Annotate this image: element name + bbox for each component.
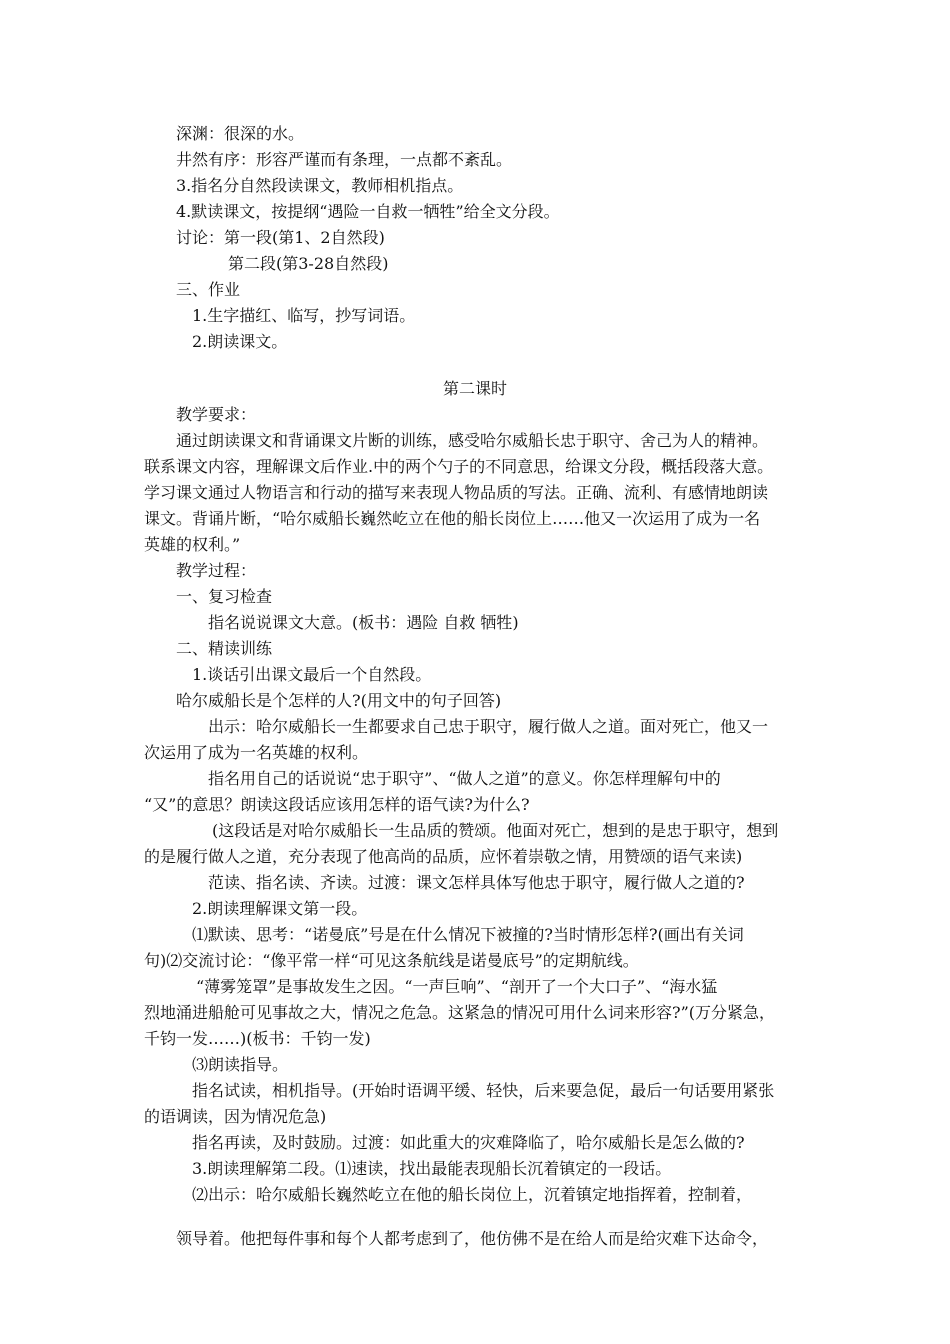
text-line: 1.谈话引出课文最后一个自然段。: [192, 665, 432, 684]
text-line: 学习课文通过人物语言和行动的描写来表现人物品质的写法。正确、流利、有感情地朗读: [144, 483, 769, 502]
text-line: 课文。背诵片断，“哈尔威船长巍然屹立在他的船长岗位上……他又一次运用了成为一名: [144, 509, 761, 528]
text-line: 千钧一发……)(板书：千钧一发): [144, 1029, 371, 1048]
text-line: 联系课文内容，理解课文后作业.中的两个勺子的不同意思，给课文分段，概括段落大意。: [144, 457, 774, 476]
text-line: 指名说说课文大意。(板书：遇险 自救 牺牲): [208, 613, 519, 632]
text-line: (这段话是对哈尔威船长一生品质的赞颂。他面对死亡，想到的是忠于职守，想到: [212, 821, 779, 840]
text-line: 2.朗读理解课文第一段。: [192, 899, 368, 918]
text-line: 讨论：第一段(第1、2自然段): [176, 228, 385, 247]
text-line: ⑴默读、思考：“诺曼底”号是在什么情况下被撞的?当时情形怎样?(画出有关词: [192, 925, 744, 944]
text-line: ⑵出示：哈尔威船长巍然屹立在他的船长岗位上，沉着镇定地指挥着，控制着，: [192, 1185, 753, 1204]
text-line: 出示：哈尔威船长一生都要求自己忠于职守，履行做人之道。面对死亡，他又一: [208, 717, 769, 736]
lesson-title: 第二课时: [442, 379, 507, 398]
text-line: 3.指名分自然段读课文，教师相机指点。: [176, 176, 464, 195]
text-line: “又”的意思？朗读这段话应该用怎样的语气读?为什么?: [144, 795, 530, 814]
text-line: 第二段(第3-28自然段): [228, 254, 389, 273]
text-line: 通过朗读课文和背诵课文片断的训练，感受哈尔威船长忠于职守、舍己为人的精神。: [176, 431, 769, 450]
text-line: 的是履行做人之道，充分表现了他高尚的品质，应怀着崇敬之情，用赞颂的语气来读): [144, 847, 743, 866]
section-heading: 二、精读训练: [176, 639, 273, 658]
text-line: 烈地涌进船舱可见事故之大，情况之危急。这紧急的情况可用什么词来形容?”(万分紧急，: [144, 1003, 776, 1022]
text-line: 深渊：很深的水。: [176, 124, 305, 143]
text-line: ⑶朗读指导。: [192, 1055, 289, 1074]
text-line: 的语调读，因为情况危急): [144, 1107, 327, 1126]
text-line: 1.生字描红、临写，抄写词语。: [192, 306, 416, 325]
text-line: 4.默读课文，按提纲“遇险一自救一牺牲”给全文分段。: [176, 202, 560, 221]
text-line: 指名再读，及时鼓励。过渡：如此重大的灾难降临了，哈尔威船长是怎么做的?: [192, 1133, 745, 1152]
text-line: 句)⑵交流讨论：“像平常一样“可见这条航线是诺曼底号”的定期航线。: [144, 951, 639, 970]
text-line: 范读、指名读、齐读。过渡：课文怎样具体写他忠于职守，履行做人之道的?: [208, 873, 745, 892]
text-line: 井然有序：形容严谨而有条理，一点都不紊乱。: [176, 150, 513, 169]
section-heading: 教学要求：: [176, 405, 257, 424]
section-heading: 一、复习检查: [176, 587, 273, 606]
section-heading: 三、作业: [176, 280, 241, 299]
text-line: 英雄的权利。”: [144, 535, 241, 554]
text-line: “薄雾笼罩”是事故发生之因。“一声巨响”、“剖开了一个大口子”、“海水猛: [196, 977, 718, 996]
text-line: 领导着。他把每件事和每个人都考虑到了，他仿佛不是在给人而是给灾难下达命令，: [176, 1229, 769, 1248]
text-line: 指名试读，相机指导。(开始时语调平缓、轻快，后来要急促，最后一句话要用紧张: [192, 1081, 775, 1100]
text-line: 指名用自己的话说说“忠于职守”、“做人之道”的意义。你怎样理解句中的: [208, 769, 721, 788]
text-line: 哈尔威船长是个怎样的人?(用文中的句子回答): [176, 691, 502, 710]
text-line: 2.朗读课文。: [192, 332, 288, 351]
text-line: 次运用了成为一名英雄的权利。: [144, 743, 369, 762]
section-heading: 教学过程：: [176, 561, 257, 580]
text-line: 3.朗读理解第二段。⑴速读，找出最能表现船长沉着镇定的一段话。: [192, 1159, 672, 1178]
